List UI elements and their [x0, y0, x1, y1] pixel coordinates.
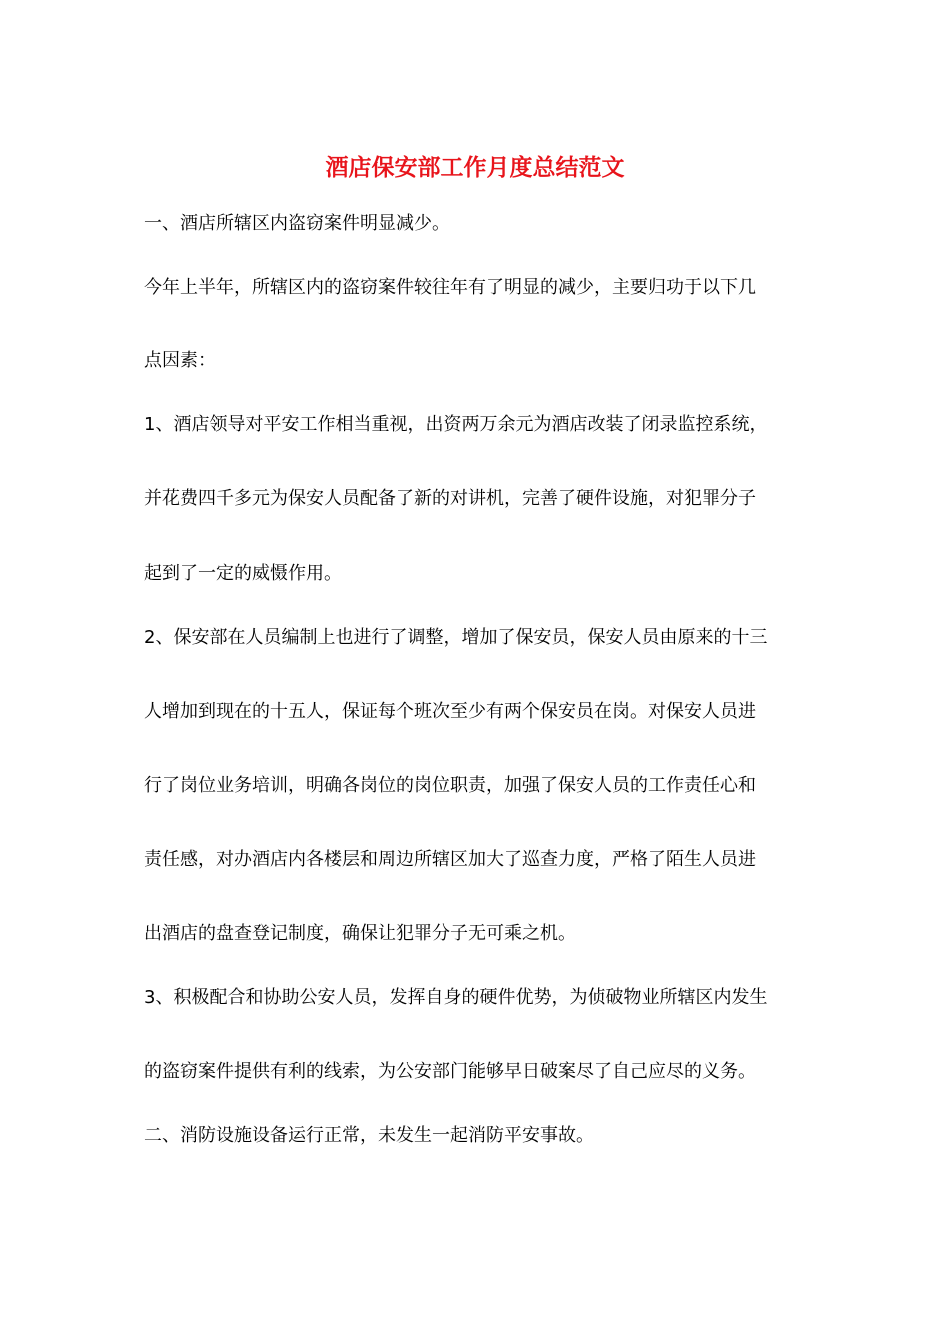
text-line: 3、积极配合和协助公安人员，发挥自身的硬件优势，为侦破物业所辖区内发生 — [144, 987, 768, 1008]
text-line: 并花费四千多元为保安人员配备了新的对讲机，完善了硬件设施，对犯罪分子 — [144, 488, 756, 509]
text-line: 一、酒店所辖区内盗窃案件明显减少。 — [144, 213, 450, 234]
text-line: 责任感，对办酒店内各楼层和周边所辖区加大了巡查力度，严格了陌生人员进 — [144, 849, 756, 870]
text-line: 今年上半年，所辖区内的盗窃案件较往年有了明显的减少，主要归功于以下几 — [144, 277, 756, 298]
text-line: 行了岗位业务培训，明确各岗位的岗位职责，加强了保安人员的工作责任心和 — [144, 775, 756, 796]
text-line: 出酒店的盘查登记制度，确保让犯罪分子无可乘之机。 — [144, 923, 576, 944]
text-line: 2、保安部在人员编制上也进行了调整，增加了保安员，保安人员由原来的十三 — [144, 627, 768, 648]
text-line: 点因素： — [144, 350, 216, 371]
text-line: 的盗窃案件提供有利的线索，为公安部门能够早日破案尽了自己应尽的义务。 — [144, 1061, 756, 1082]
text-line: 起到了一定的威慑作用。 — [144, 563, 342, 584]
text-line: 人增加到现在的十五人，保证每个班次至少有两个保安员在岗。对保安人员进 — [144, 701, 756, 722]
text-line: 1、酒店领导对平安工作相当重视，出资两万余元为酒店改装了闭录监控系统， — [144, 414, 768, 435]
document-title: 酒店保安部工作月度总结范文 — [325, 154, 625, 181]
text-line: 二、消防设施设备运行正常，未发生一起消防平安事故。 — [144, 1125, 594, 1146]
